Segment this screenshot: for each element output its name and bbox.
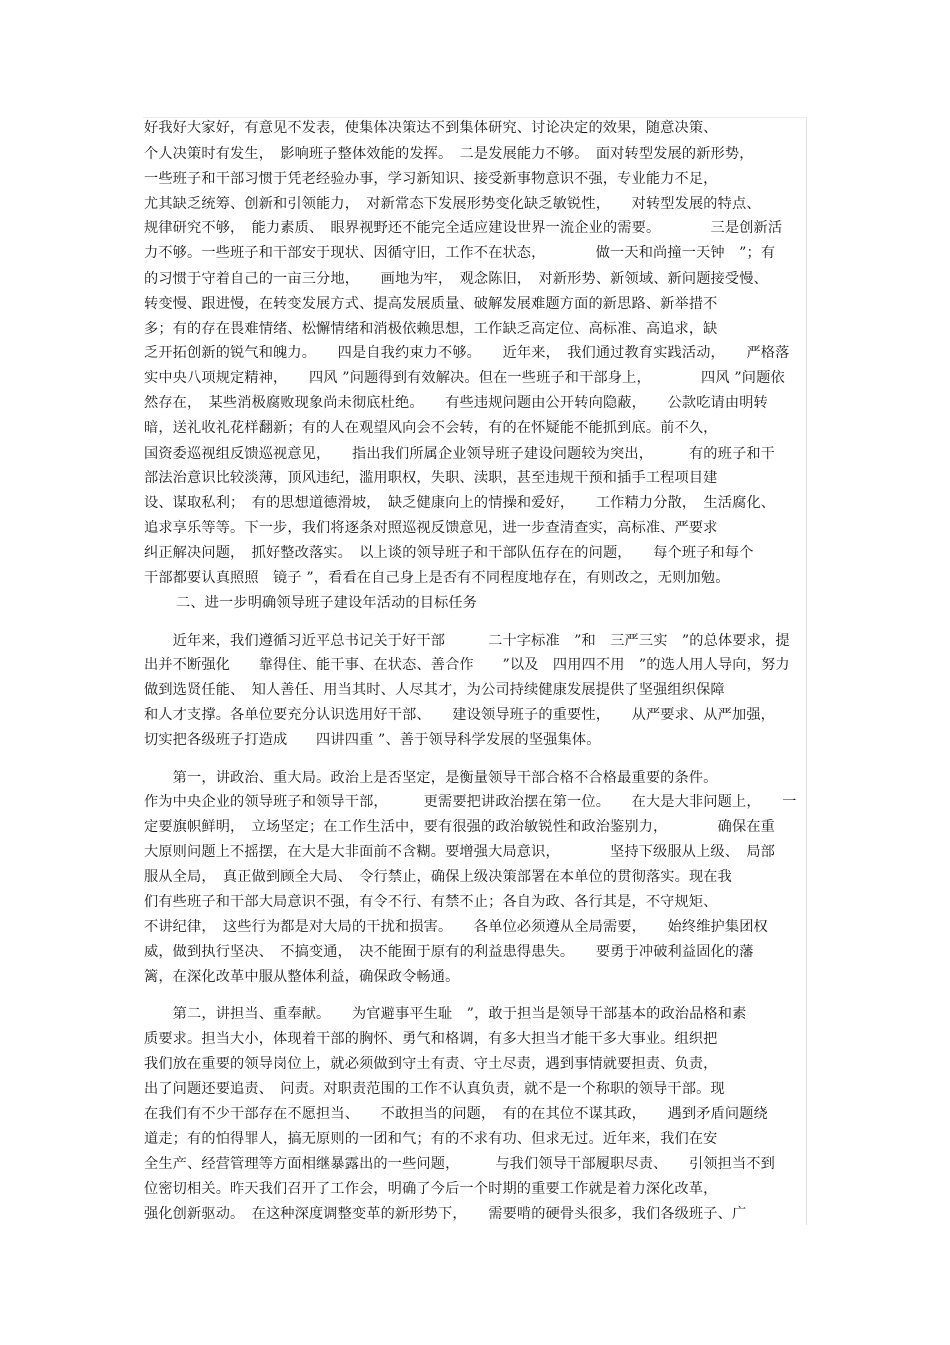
text-line: 追求享乐等等。下一步，我们将逐条对照巡视反馈意见，进一步查清查实，高标准、严要求 — [144, 520, 718, 536]
text-line: 做到选贤任能、 知人善任、用当其时、人尽其才，为公司持续健康发展提供了坚强组织保障 — [144, 682, 725, 698]
text-line: 国资委巡视组反馈巡视意见， 指出我们所属企业领导班子建设问题较为突出， 有的班子和干 — [144, 446, 775, 462]
text-line: 不讲纪律， 这些行为都是对大局的干扰和损害。 各单位必须遵从全局需要， 始终维护集团权 — [144, 919, 768, 935]
text-line: 个人决策时有发生， 影响班子整体效能的发挥。 二是发展能力不够。 面对转型发展的新形势， — [144, 146, 754, 162]
text-line: 我们放在重要的领导岗位上，就必须做到守土有责、守土尽责，遇到事情就要担责、负责， — [144, 1056, 718, 1072]
text-line: 出并不断强化 靠得住、能干事、在状态、善合作 ”以及 四用四不用 ”的选人用人导向，努力 — [144, 657, 790, 673]
text-line: 多；有的存在畏难情绪、松懈情绪和消极依赖思想，工作缺乏高定位、高标准、高追求，缺 — [144, 321, 718, 337]
text-line: 强化创新驱动。 在这种深度调整变革的新形势下， 需要啃的硬骨头很多，我们各级班子、广 — [144, 1206, 747, 1222]
text-line: 力不够。一些班子和干部安于现状、因循守旧，工作不在状态， 做一天和尚撞一天钟 ”；有 — [144, 245, 776, 261]
text-line: 第二，讲担当、重奉献。 为官避事平生耻 ”，敢于担当是领导干部基本的政治品格和素 — [144, 1006, 747, 1022]
text-line: 好我好大家好，有意见不发表，使集体决策达不到集体研究、讨论决定的效果，随意决策、 — [144, 120, 718, 136]
text-line: 全生产、经营管理等方面相继暴露出的一些问题， 与我们领导干部履职尽责、 引领担当不到 — [144, 1156, 775, 1172]
text-line: 近年来，我们遵循习近平总书记关于好干部 二十字标准 ”和 三严三实 ”的总体要求，提 — [144, 633, 790, 649]
text-line: 质要求。担当大小，体现着干部的胸怀、勇气和格调，有多大担当才能干多大事业。组织把 — [144, 1031, 718, 1047]
text-line: 暗，送礼收礼花样翻新；有的人在观望风向会不会转，有的在怀疑能不能抓到底。前不久， — [144, 420, 718, 436]
text-line: 在我们有不少干部存在不愿担当、 不敢担当的问题， 有的在其位不谋其政， 遇到矛盾问题绕 — [144, 1106, 768, 1122]
text-line: 大原则问题上不摇摆，在大是大非面前不含糊。要增强大局意识， 坚持下级服从上级、 局部 — [144, 844, 775, 860]
text-line: 切实把各级班子打造成 四讲四重 ”、善于领导科学发展的坚强集体。 — [144, 732, 601, 748]
text-line: 道走；有的怕得罪人，搞无原则的一团和气；有的不求有功、但求无过。近年来，我们在安 — [144, 1131, 718, 1147]
text-line: 们有些班子和干部大局意识不强，有令不行、有禁不止；各自为政、各行其是，不守规矩、 — [144, 894, 718, 910]
text-line: 实中央八项规定精神， 四风 ”问题得到有效解决。但在一些班子和干部身上， 四风 ”问题依 — [144, 370, 785, 386]
text-line: 转变慢、跟进慢，在转变发展方式、提高发展质量、破解发展难题方面的新思路、新举措不 — [144, 296, 718, 312]
text-line: 和人才支撑。各单位要充分认识选用好干部、 建设领导班子的重要性， 从严要求、从严加强， — [144, 707, 775, 723]
text-line: 第一，讲政治、重大局。政治上是否坚定，是衡量领导干部合格不合格最重要的条件。 — [144, 770, 718, 786]
text-line: 位密切相关。昨天我们召开了工作会，明确了今后一个时期的重要工作就是着力深化改革， — [144, 1181, 718, 1197]
text-line: 然存在， 某些消极腐败现象尚未彻底杜绝。 有些违规问题由公开转向隐蔽， 公款吃请由明转 — [144, 395, 768, 411]
text-line: 篱，在深化改革中服从整体利益，确保政令畅通。 — [144, 969, 460, 985]
text-line: 作为中央企业的领导班子和领导干部， 更需要把讲政治摆在第一位。 在大是大非问题上， 一 — [144, 794, 797, 810]
text-line: 乏开拓创新的锐气和魄力。 四是自我约束力不够。 近年来， 我们通过教育实践活动， 严格落 — [144, 345, 790, 361]
section-heading: 二、进一步明确领导班子建设年活动的目标任务 — [176, 595, 478, 611]
text-line: 部法治意识比较淡薄，顶风违纪，滥用职权，失职、渎职，甚至违规干预和插手工程项目建 — [144, 470, 718, 486]
text-line: 的习惯于守着自己的一亩三分地， 画地为牢， 观念陈旧， 对新形势、新领域、新问题接受慢、 — [144, 271, 768, 287]
text-line: 一些班子和干部习惯于凭老经验办事，学习新知识、接受新事物意识不强，专业能力不足， — [144, 171, 718, 187]
text-line: 威，做到执行坚决、 不搞变通， 决不能囿于原有的利益患得患失。 要勇于冲破利益固化的藩 — [144, 944, 754, 960]
page-frame-top — [143, 117, 807, 118]
text-line: 规律研究不够， 能力素质、 眼界视野还不能完全适应建设世界一流企业的需要。 三是创新活 — [144, 220, 783, 236]
text-line: 出了问题还要追责、 问责。对职责范围的工作不认真负责，就不是一个称职的领导干部。现 — [144, 1081, 725, 1097]
text-line: 服从全局， 真正做到顾全大局、 令行禁止，确保上级决策部署在本单位的贯彻落实。现在我 — [144, 869, 732, 885]
text-line: 尤其缺乏统筹、创新和引领能力， 对新常态下发展形势变化缺乏敏锐性， 对转型发展的特点、 — [144, 196, 761, 212]
text-line: 纠正解决问题， 抓好整改落实。 以上谈的领导班子和干部队伍存在的问题， 每个班子和每个 — [144, 545, 754, 561]
text-line: 设、谋取私利； 有的思想道德滑坡， 缺乏健康向上的情操和爱好， 工作精力分散， 生活腐化、 — [144, 495, 776, 511]
page-frame-right — [806, 117, 807, 1225]
text-line: 干部都要认真照照 镜子 ”，看看在自己身上是否有不同程度地存在，有则改之，无则加勉。 — [144, 570, 730, 586]
text-line: 定要旗帜鲜明， 立场坚定；在工作生活中，要有很强的政治敏锐性和政治鉴别力， 确保在重 — [144, 819, 775, 835]
